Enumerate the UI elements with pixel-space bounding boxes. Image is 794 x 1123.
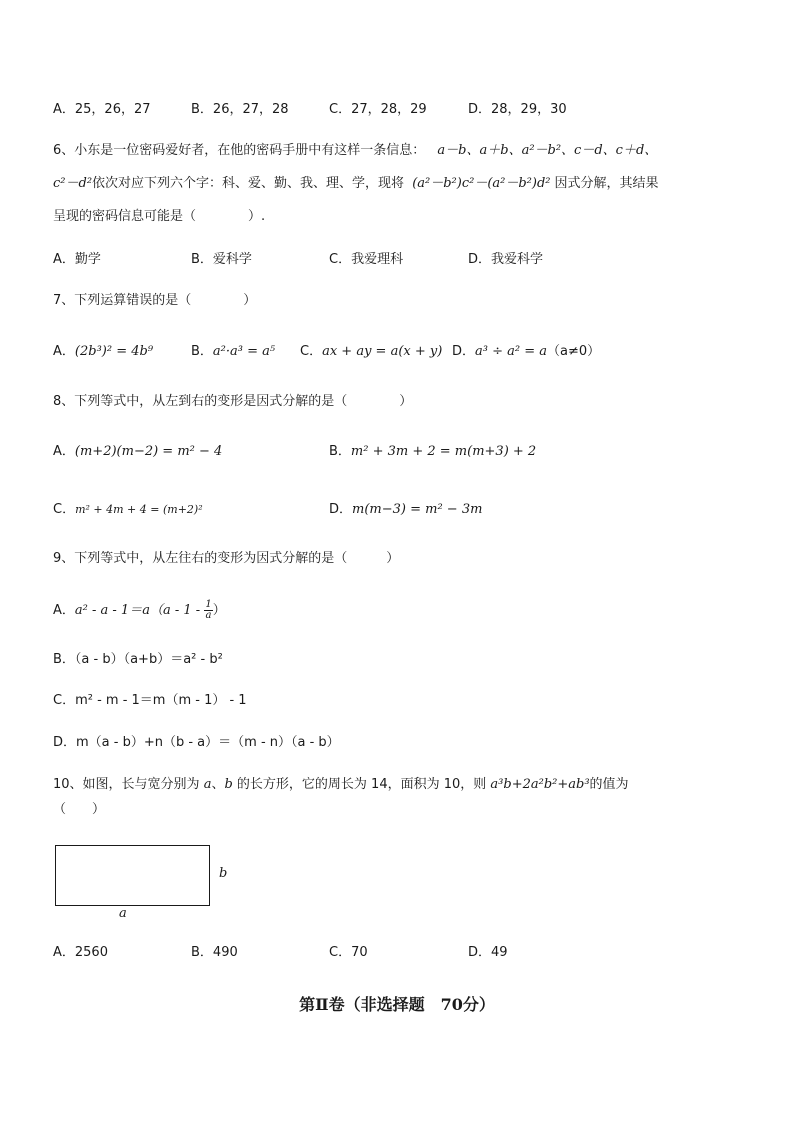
q6-option-a: A．勤学 <box>53 252 101 267</box>
q8-option-d-math: m(m−3) = m² − 3m <box>352 502 483 517</box>
q6-stem-line2 <box>53 174 659 194</box>
q6-line2-text1: 依次对应下列六个字：科、爱、勤、我、理、学，现将 <box>92 176 405 191</box>
figure-label-b: b <box>219 866 228 881</box>
q6-line2-math2: (a²－b²)c²－(a²－b²)d² <box>412 176 551 191</box>
q6-line2-text2: 因式分解，其结果 <box>554 176 659 191</box>
q10-option-a: A．2560 <box>53 945 108 960</box>
q6-line1-math: a－b、a＋b、a²－b²、c－d、c＋d、 <box>437 143 658 158</box>
q10-stem-post: 的值为 <box>589 777 629 792</box>
q7-option-a-label: A． <box>53 344 75 359</box>
q9-option-d: D．m（a - b）+n（b - a）＝（m - n）（a - b） <box>53 735 340 750</box>
q10-stem <box>53 775 629 795</box>
section-title: 第Ⅱ卷（非选择题 70分） <box>299 995 495 1014</box>
q8-option-a-math: (m+2)(m−2) = m² − 4 <box>74 444 223 459</box>
q10-stem-pre: 10、如图，长与宽分别为 <box>53 777 204 792</box>
q7-option-c <box>300 342 442 362</box>
q9-option-a-fraction <box>204 600 212 621</box>
q7-option-c-math: ax + ay = a(x + y) <box>322 344 443 359</box>
q6-option-b: B．爱科学 <box>191 252 252 267</box>
q8-stem: 8、下列等式中，从左到右的变形是因式分解的是（ ） <box>53 394 413 409</box>
q6-line1-text: 6、小东是一位密码爱好者，在他的密码手册中有这样一条信息： <box>53 143 426 158</box>
rectangle-figure <box>55 845 210 906</box>
q6-stem-line1 <box>53 141 657 161</box>
q7-stem: 7、下列运算错误的是（ ） <box>53 293 257 308</box>
fraction-numerator: 1 <box>205 599 212 610</box>
q10-answer-paren: （ ） <box>53 802 106 817</box>
q10-var-b: b <box>224 777 233 792</box>
q7-option-a-math: (2b³)² = 4b⁹ <box>74 344 154 359</box>
q10-option-b: B．490 <box>191 945 238 960</box>
q5-option-d: D．28，29，30 <box>468 102 567 117</box>
fraction-denominator: a <box>205 610 212 621</box>
q5-option-c: C．27，28，29 <box>329 102 427 117</box>
q9-option-b: B．（a - b）（a+b）＝a² - b² <box>53 652 223 667</box>
q10-stem-sep: 、 <box>211 777 225 792</box>
q8-option-c <box>53 500 203 520</box>
q7-option-b-label: B． <box>191 344 213 359</box>
q8-option-b <box>329 442 536 462</box>
q8-option-d-label: D． <box>329 502 353 517</box>
q7-option-d-math: a³ ÷ a² = a <box>475 344 548 359</box>
q10-stem-mid: 的长方形，它的周长为 14，面积为 10，则 <box>232 777 491 792</box>
q7-option-d-condition: （a≠0） <box>547 344 601 359</box>
q7-option-a <box>53 342 153 362</box>
q6-option-d: D．我爱科学 <box>468 252 544 267</box>
q8-option-a <box>53 442 222 462</box>
q9-option-c: C．m² - m - 1＝m（m - 1） - 1 <box>53 693 247 708</box>
q7-option-d-label: D． <box>452 344 476 359</box>
q7-option-d <box>452 342 600 362</box>
q6-line2-math1: c²－d² <box>53 176 93 191</box>
q8-option-c-math: m² + 4m + 4 = (m+2)² <box>75 503 203 516</box>
q10-expression: a³b+2a²b²+ab³ <box>490 777 590 792</box>
q6-option-c: C．我爱理科 <box>329 252 404 267</box>
q9-stem: 9、下列等式中，从左往右的变形为因式分解的是（ ） <box>53 551 400 566</box>
q8-option-b-math: m² + 3m + 2 = m(m+3) + 2 <box>350 444 537 459</box>
q5-option-a: A．25，26，27 <box>53 102 151 117</box>
q8-option-a-label: A． <box>53 444 75 459</box>
q8-option-d <box>329 500 482 520</box>
q5-option-b: B．26，27，28 <box>191 102 289 117</box>
q7-option-b <box>191 342 275 362</box>
q7-option-b-math: a²·a³ = a⁵ <box>212 344 276 359</box>
q9-option-a <box>53 600 226 621</box>
q6-stem-line3: 呈现的密码信息可能是（ ）. <box>53 209 266 224</box>
q8-option-b-label: B． <box>329 444 351 459</box>
q7-option-c-label: C． <box>300 344 323 359</box>
q9-option-a-math: a² - a - 1＝a（a - 1 - <box>74 603 201 618</box>
q10-option-d: D．49 <box>468 945 508 960</box>
q9-option-a-close: ） <box>212 603 226 618</box>
q8-option-c-label: C． <box>53 502 76 517</box>
figure-label-a: a <box>119 906 127 921</box>
q10-option-c: C．70 <box>329 945 368 960</box>
q10-var-a: a <box>203 777 212 792</box>
q9-option-a-label: A． <box>53 603 75 618</box>
